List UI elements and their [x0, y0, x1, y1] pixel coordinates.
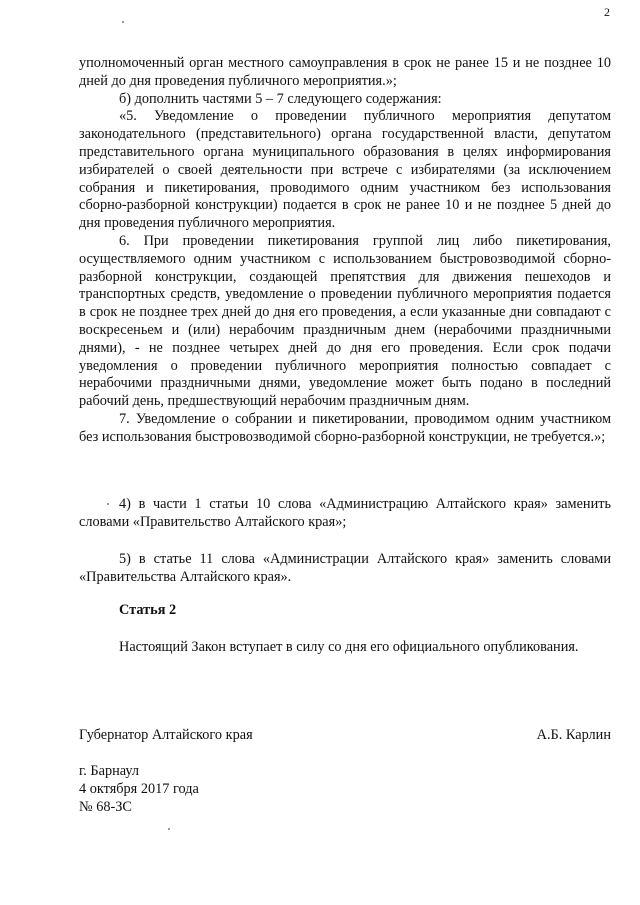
scan-speck: [122, 21, 124, 23]
paragraph-item-5: 5) в статье 11 слова «Администрации Алтайского края» заменить словами «Правительства Алтайского края».: [79, 551, 611, 585]
paragraph-item-4: 4) в части 1 статьи 10 слова «Администрацию Алтайского края» заменить словами «Правительство Алтайского края»;: [79, 496, 611, 530]
page-number: 2: [604, 5, 610, 19]
article-2-text: Настоящий Закон вступает в силу со дня его официального опубликования.: [119, 639, 579, 655]
paragraph-intro: б) дополнить частями 5 – 7 следующего содержания:: [119, 90, 442, 107]
paragraph-part-5: «5. Уведомление о проведении публичного мероприятия депутатом законодательного (представительного) органа государственной власти, депутатом представительного органа муниципального образования в целях информирования избирателей о своей деятельности при встрече с избирателями (за исключением собрания и пикетирования, проводимого одним участником без использования сборно-разборной конструкции) подается в срок не ранее 10 и не позднее 5 дней до дня проведения публичного мероприятия.: [79, 108, 611, 232]
signature-row: [79, 727, 611, 744]
scan-speck: [107, 503, 109, 505]
footer-date: 4 октября 2017 года: [79, 780, 199, 797]
article-2-block: [79, 639, 611, 657]
governor-title: Губернатор Алтайского края: [79, 727, 253, 743]
item-4-block: [79, 496, 611, 532]
paragraph-part-7: 7. Уведомление о собрании и пикетировании, проводимом одним участником без использования быстровозводимой сборно-разборной конструкции, не требуется.»;: [79, 410, 611, 445]
scan-speck: [168, 828, 170, 830]
document-footer: [79, 763, 199, 816]
footer-city: г. Барнаул: [79, 763, 140, 779]
paragraph-part-6: 6. При проведении пикетирования группой лиц либо пикетирования, осуществляемого одним участником с использованием быстровозводимой сборно-разборной конструкции, создающей препятствия для движения пешеходов и транспортных средств, уведомление о проведении публичного мероприятия подается в срок не позднее трех дней до дня его проведения, а если указанные дни совпадают с воскресеньем и (или) нерабочим праздничным днем (нерабочими праздничными днями), - не позднее четырех дней до дня его проведения. Если срок подачи уведомления о проведении публичного мероприятия полностью совпадает с нерабочими праздничными днями, уведомление может быть подано в последний рабочий день, предшествующий нерабочим праздничным дням.: [79, 232, 611, 410]
paragraph-continuation: уполномоченный орган местного самоуправления в срок не ранее 15 и не позднее 10 дней до дня проведения публичного мероприятия.»;: [79, 55, 611, 89]
amendment-text-block: [79, 55, 611, 447]
footer-number: № 68-ЗС: [79, 798, 132, 815]
governor-name: А.Б. Карлин: [536, 727, 611, 743]
item-5-block: [79, 551, 611, 587]
article-2-heading: Статья 2: [119, 602, 177, 618]
